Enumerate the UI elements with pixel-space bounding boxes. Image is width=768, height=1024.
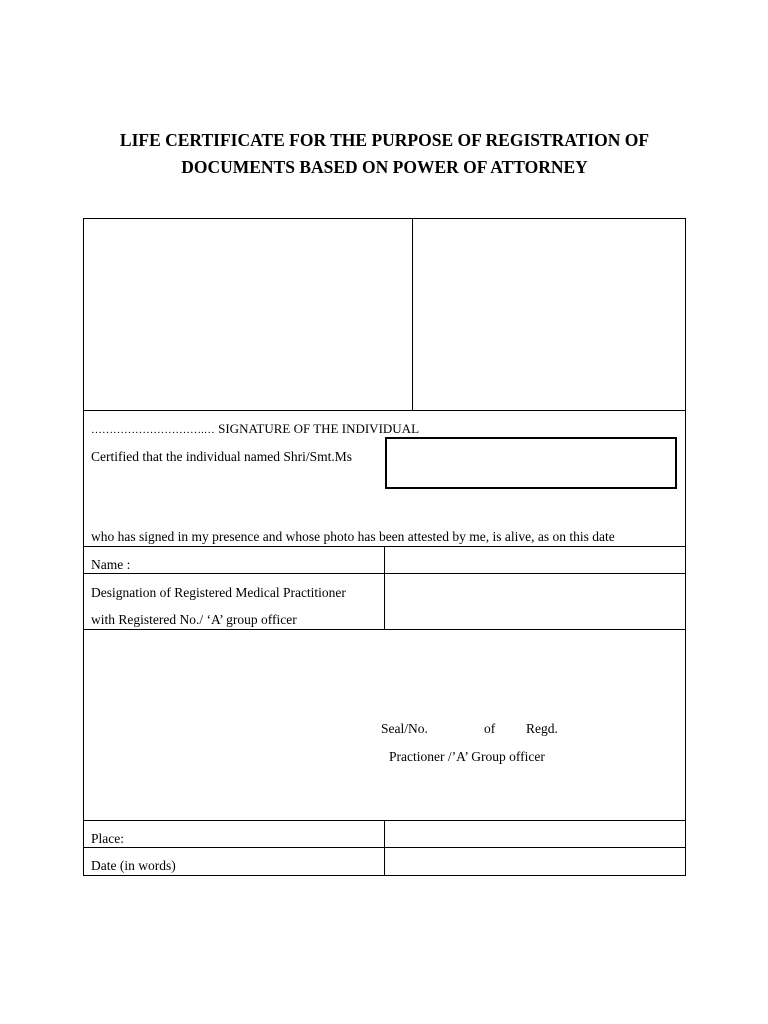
date-label: Date (in words) xyxy=(91,858,176,873)
title-line-2: DOCUMENTS BASED ON POWER OF ATTORNEY xyxy=(181,157,588,177)
name-row-divider xyxy=(384,546,385,630)
designation-row-bottom xyxy=(83,629,686,630)
table-top-border xyxy=(83,218,686,219)
signature-label: SIGNATURE OF THE INDIVIDUAL xyxy=(218,421,420,436)
table-left-border xyxy=(83,218,84,876)
seal-part-1: Seal/No. xyxy=(381,721,428,736)
designation-line-2: with Registered No./ ‘A’ group officer xyxy=(91,612,297,627)
signature-line xyxy=(91,421,419,438)
certified-text: Certified that the individual named Shri/Smt.Ms xyxy=(91,449,352,464)
photo-cell-divider xyxy=(412,218,413,410)
date-row-top xyxy=(83,847,686,848)
individual-name-box[interactable] xyxy=(385,437,677,489)
signature-dots: ………………………….… xyxy=(91,424,215,436)
seal-part-2: of xyxy=(484,721,496,736)
signed-presence-text: who has signed in my presence and whose photo has been attested by me, is alive, as on this date xyxy=(91,529,615,544)
place-label: Place: xyxy=(91,831,124,846)
photo-row-bottom xyxy=(83,410,686,411)
name-label: Name : xyxy=(91,557,131,572)
document-title xyxy=(84,127,685,181)
seal-part-3: Regd. xyxy=(526,721,558,736)
title-line-1: LIFE CERTIFICATE FOR THE PURPOSE OF REGISTRATION OF xyxy=(119,130,650,150)
seal-line-2: Practioner /’A’ Group officer xyxy=(389,749,545,764)
table-right-border xyxy=(685,218,686,876)
designation-row-top xyxy=(83,573,686,574)
designation-line-1: Designation of Registered Medical Practitioner xyxy=(91,585,346,600)
place-row-divider xyxy=(384,820,385,876)
